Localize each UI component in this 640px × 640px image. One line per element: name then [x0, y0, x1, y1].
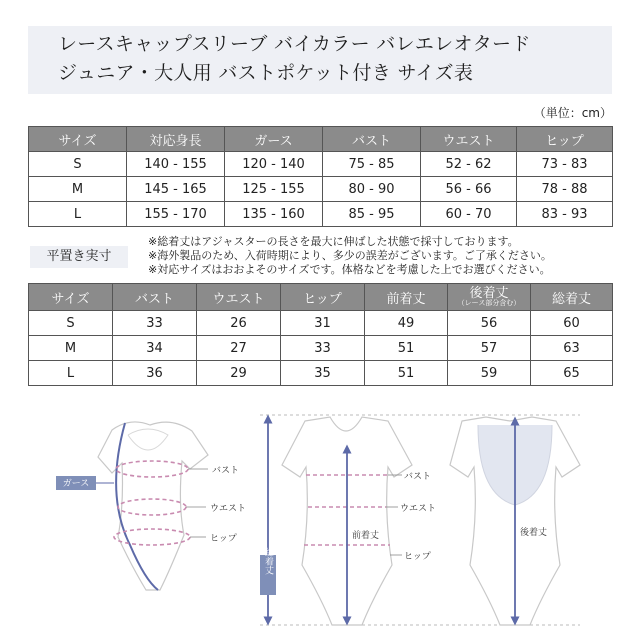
flat-measurement-table [28, 283, 613, 386]
table-cell: 85 - 95 [323, 202, 421, 227]
title-line-2: ジュニア・大人用 バストポケット付き サイズ表 [58, 62, 474, 84]
header-waist: ウエスト [421, 127, 517, 152]
table-cell: 49 [365, 311, 448, 336]
front-hip-label: ヒップ [404, 552, 431, 562]
header-back-length-label: 後着丈 [469, 285, 509, 301]
header-total-length: 総着丈 [531, 284, 613, 311]
waist-label: ウエスト [210, 504, 247, 514]
table-cell: 80 - 90 [323, 177, 421, 202]
table-cell: 29 [197, 361, 281, 386]
page-title [28, 26, 612, 94]
table-cell: 35 [281, 361, 365, 386]
table-cell: 31 [281, 311, 365, 336]
table-cell: 155 - 170 [127, 202, 225, 227]
table-cell: 140 - 155 [127, 152, 225, 177]
table-cell: 78 - 88 [517, 177, 613, 202]
front-bust-label: バスト [404, 472, 432, 482]
table-cell: 56 - 66 [421, 177, 517, 202]
table-cell: 34 [113, 336, 197, 361]
table-cell: 27 [197, 336, 281, 361]
table-cell: 135 - 160 [225, 202, 323, 227]
header-bust: バスト [323, 127, 421, 152]
total-length-label: 総着丈 [263, 547, 273, 575]
header-back-length [448, 284, 531, 311]
unit-label: （単位：cm） [533, 106, 612, 120]
header-back-length-sub: （レース部分含む） [457, 298, 521, 307]
table-cell: M [29, 177, 127, 202]
header-front-length: 前着丈 [365, 284, 448, 311]
table-cell: S [29, 152, 127, 177]
note-line: ※対応サイズはおおよそのサイズです。体格などを考慮した上でお選びください。 [148, 263, 551, 276]
table-cell: L [29, 361, 113, 386]
table-cell: 60 - 70 [421, 202, 517, 227]
table-cell: 33 [281, 336, 365, 361]
flat-measurement-label: 平置き実寸 [30, 246, 128, 268]
bust-label: バスト [212, 466, 240, 476]
table-cell: 60 [531, 311, 613, 336]
notes [148, 235, 552, 277]
table-cell: 65 [531, 361, 613, 386]
header-girth: ガース [225, 127, 323, 152]
table-row [29, 336, 613, 361]
header-height: 対応身長 [127, 127, 225, 152]
table-cell: L [29, 202, 127, 227]
table-cell: 51 [365, 336, 448, 361]
note-line: ※総着丈はアジャスターの長さを最大に伸ばした状態で採寸しております。 [148, 235, 519, 248]
measurement-diagram [0, 395, 640, 640]
table-row [29, 202, 613, 227]
table-cell: 33 [113, 311, 197, 336]
header-waist: ウエスト [197, 284, 281, 311]
header-size: サイズ [29, 284, 113, 311]
table-cell: 26 [197, 311, 281, 336]
leotard-back-view [450, 417, 580, 625]
back-length-label: 後着丈 [520, 528, 548, 538]
header-hip: ヒップ [517, 127, 613, 152]
table-cell: S [29, 311, 113, 336]
front-length-label: 前着丈 [352, 531, 380, 541]
table-cell: 145 - 165 [127, 177, 225, 202]
table-cell: 120 - 140 [225, 152, 323, 177]
table-cell: M [29, 336, 113, 361]
table-cell: 125 - 155 [225, 177, 323, 202]
leotard-side-view [56, 422, 246, 590]
table-row [29, 361, 613, 386]
table-cell: 75 - 85 [323, 152, 421, 177]
table-row [29, 152, 613, 177]
header-hip: ヒップ [281, 284, 365, 311]
note-line: ※海外製品のため、入荷時期により、多少の誤差がございます。ご了承ください。 [148, 249, 552, 262]
table-cell: 63 [531, 336, 613, 361]
table-cell: 83 - 93 [517, 202, 613, 227]
hip-label: ヒップ [210, 534, 237, 544]
table-cell: 73 - 83 [517, 152, 613, 177]
girth-label: ガース [62, 479, 90, 489]
header-size: サイズ [29, 127, 127, 152]
table-row [29, 177, 613, 202]
table-header-row [29, 284, 613, 311]
table-header-row [29, 127, 613, 152]
size-chart-table [28, 126, 613, 227]
leotard-side-shape [98, 422, 208, 590]
table-cell: 56 [448, 311, 531, 336]
title-line-1: レースキャップスリーブ バイカラー バレエレオタード [58, 33, 531, 55]
table-cell: 52 - 62 [421, 152, 517, 177]
table-row [29, 311, 613, 336]
table-cell: 59 [448, 361, 531, 386]
table-cell: 51 [365, 361, 448, 386]
header-bust: バスト [113, 284, 197, 311]
table-cell: 36 [113, 361, 197, 386]
front-waist-label: ウエスト [400, 504, 437, 514]
table-cell: 57 [448, 336, 531, 361]
